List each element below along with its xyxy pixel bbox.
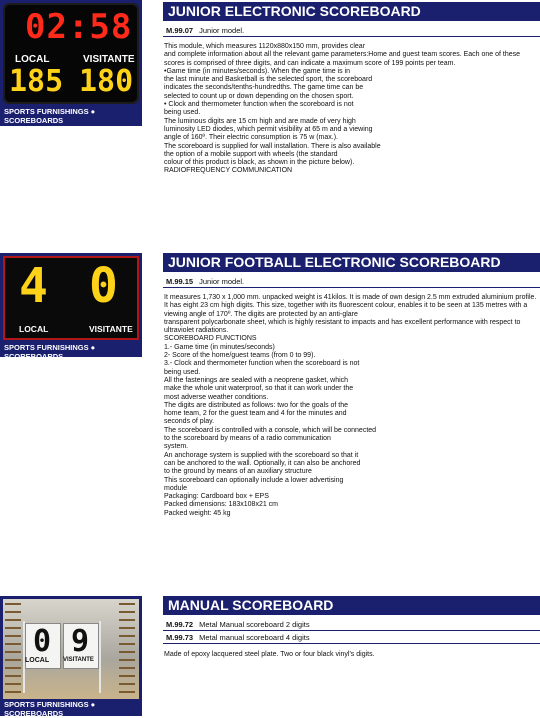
description-line: Packaging: Cardboard box + EPS	[164, 493, 269, 501]
description-line: can be anchored to the wall. Optionally, it can also be anchored	[164, 459, 361, 467]
product-title: JUNIOR FOOTBALL ELECTRONIC SCOREBOARD	[163, 253, 540, 272]
guest-label: VISITANTE	[83, 54, 135, 65]
description-line: An anchorage system is supplied with the scoreboard so that it	[164, 451, 359, 459]
description-line: The digits are distributed as follows: two for the goals of the	[164, 401, 349, 409]
model-row	[163, 619, 540, 631]
description-line: indicates the seconds/tenths-hundredths. The game time can be	[164, 84, 364, 92]
product-description	[164, 651, 539, 659]
model-code: M.99.72	[166, 620, 194, 629]
scoreboard-image	[3, 599, 139, 699]
description-line: •Game time (in minutes/seconds). When the game time is in	[164, 67, 351, 75]
home-label: LOCAL	[25, 657, 50, 664]
guest-score: 9	[71, 624, 90, 659]
scoreboard-image	[3, 256, 139, 340]
model-name: Junior model.	[199, 277, 245, 286]
scoreboard-image	[3, 3, 139, 104]
category-caption: SPORTS FURNISHINGS ● SCOREBOARDS	[4, 700, 96, 718]
home-score: 4	[19, 258, 48, 314]
wall-bars-left	[5, 603, 21, 695]
description-line: system.	[164, 443, 189, 451]
description-line: colour of this product is black, as shown in the picture below).	[164, 159, 355, 167]
product-title: MANUAL SCOREBOARD	[163, 596, 540, 615]
description-line: This scoreboard can optionally include a lower advertising	[164, 476, 344, 484]
description-line: • Clock and thermometer function when the scoreboard is not	[164, 101, 354, 109]
home-label: LOCAL	[19, 324, 49, 334]
description-line: and complete information about all the relevant game parameters:Home and guest team scores. Each one of these scores is comprised of three digits, and can indicate a maximum score of 199 points per team.	[164, 51, 521, 67]
description-line: angle of 160º. Their electric consumption is 75 w (max.).	[164, 134, 339, 142]
home-label: LOCAL	[15, 54, 50, 65]
description-line: make the whole unit waterproof, so that it can work under the	[164, 385, 354, 393]
description-line: selected to count up or down depending on the chosen sport.	[164, 92, 354, 100]
description-line: to the scoreboard by means of a radio communication	[164, 435, 331, 443]
description-line: to the ground by means of an auxiliary structure	[164, 468, 312, 476]
description-line: SCOREBOARD FUNCTIONS	[164, 335, 257, 343]
product-description	[164, 294, 539, 518]
description-line: luminosity LED diodes, which permit visibility at 65 m and a viewing	[164, 125, 373, 133]
scoreboard-time: 02:58	[25, 7, 133, 47]
model-row	[163, 25, 540, 37]
description-line: All the fastenings are sealed with a neoprene gasket, which	[164, 376, 349, 384]
model-code: M.99.15	[166, 277, 194, 286]
description-line: the last minute and Basketball is the selected sport, the scoreboard	[164, 76, 373, 84]
category-caption: SPORTS FURNISHINGS ● SCOREBOARDS	[4, 343, 96, 361]
product-thumbnail	[0, 0, 142, 126]
stand-pole-right	[99, 621, 101, 693]
description-line: Made of epoxy lacquered steel plate. Two or four black vinyl's digits.	[164, 651, 375, 658]
description-line: RADIOFREQUENCY COMMUNICATION	[164, 167, 293, 175]
description-line: transparent polycarbonate sheet, which is highly resistant to impacts and has excellent performance with respect to ultraviolet radiations.	[164, 318, 521, 335]
wall-bars-right	[119, 603, 135, 695]
description-line: 2- Score of the home/guest teams (from 0 to 99).	[164, 352, 316, 360]
product-title: JUNIOR ELECTRONIC SCOREBOARD	[163, 2, 540, 21]
model-code: M.99.73	[166, 633, 194, 642]
model-name: Metal manual scoreboard 4 digits	[199, 633, 310, 642]
home-score: 185	[9, 64, 64, 99]
model-row	[163, 276, 540, 288]
description-line: home team, 2 for the guest team and 4 for the minutes and	[164, 410, 347, 418]
description-line: module	[164, 484, 187, 492]
category-caption: SPORTS FURNISHINGS ● SCOREBOARDS	[4, 107, 96, 125]
description-line: 1.- Game time (in minutes/seconds)	[164, 343, 275, 351]
description-line: being used.	[164, 109, 201, 117]
description-line: Packed dimensions: 183x108x21 cm	[164, 501, 279, 509]
product-section-junior-electronic	[0, 0, 540, 175]
description-line: seconds of play.	[164, 418, 215, 426]
description-line: The scoreboard is controlled with a console, which will be connected	[164, 426, 377, 434]
home-score: 0	[33, 624, 52, 659]
description-line: The scoreboard is supplied for wall installation. There is also available	[164, 142, 381, 150]
model-code: M.99.07	[166, 26, 194, 35]
model-row	[163, 632, 540, 644]
description-line: It measures 1,730 x 1,000 mm. unpacked weight is 41kilos. It is made of own design 2.5 mm extruded aluminium profile. It has eight 23 cm high digits. This size, together with its fluorescent colour, enables it to be seen at 135 metres with a viewing angle of 170º. The digits are protected by an anti-glare	[164, 294, 537, 318]
description-line: This module, which measures 1120x880x150 mm, provides clear	[164, 43, 366, 50]
description-line: most adverse weather conditions.	[164, 393, 269, 401]
model-name: Junior model.	[199, 26, 245, 35]
guest-score: 0	[89, 258, 118, 314]
description-line: The luminous digits are 15 cm high and are made of very high	[164, 117, 356, 125]
product-thumbnail	[0, 253, 142, 361]
product-thumbnail	[0, 596, 142, 716]
product-section-junior-football	[0, 253, 540, 578]
model-name: Metal Manual scoreboard 2 digits	[199, 620, 310, 629]
description-line: being used.	[164, 368, 201, 376]
guest-label: VISITANTE	[89, 324, 133, 334]
product-description	[164, 43, 539, 176]
guest-label: VISITANTE	[63, 657, 94, 663]
description-line: Packed weight: 45 kg	[164, 509, 231, 517]
product-section-manual	[0, 596, 540, 716]
guest-score: 180	[79, 64, 134, 99]
description-line: the option of a mobile support with wheels (the standard	[164, 150, 338, 158]
description-line: 3.- Clock and thermometer function when the scoreboard is not	[164, 360, 360, 368]
